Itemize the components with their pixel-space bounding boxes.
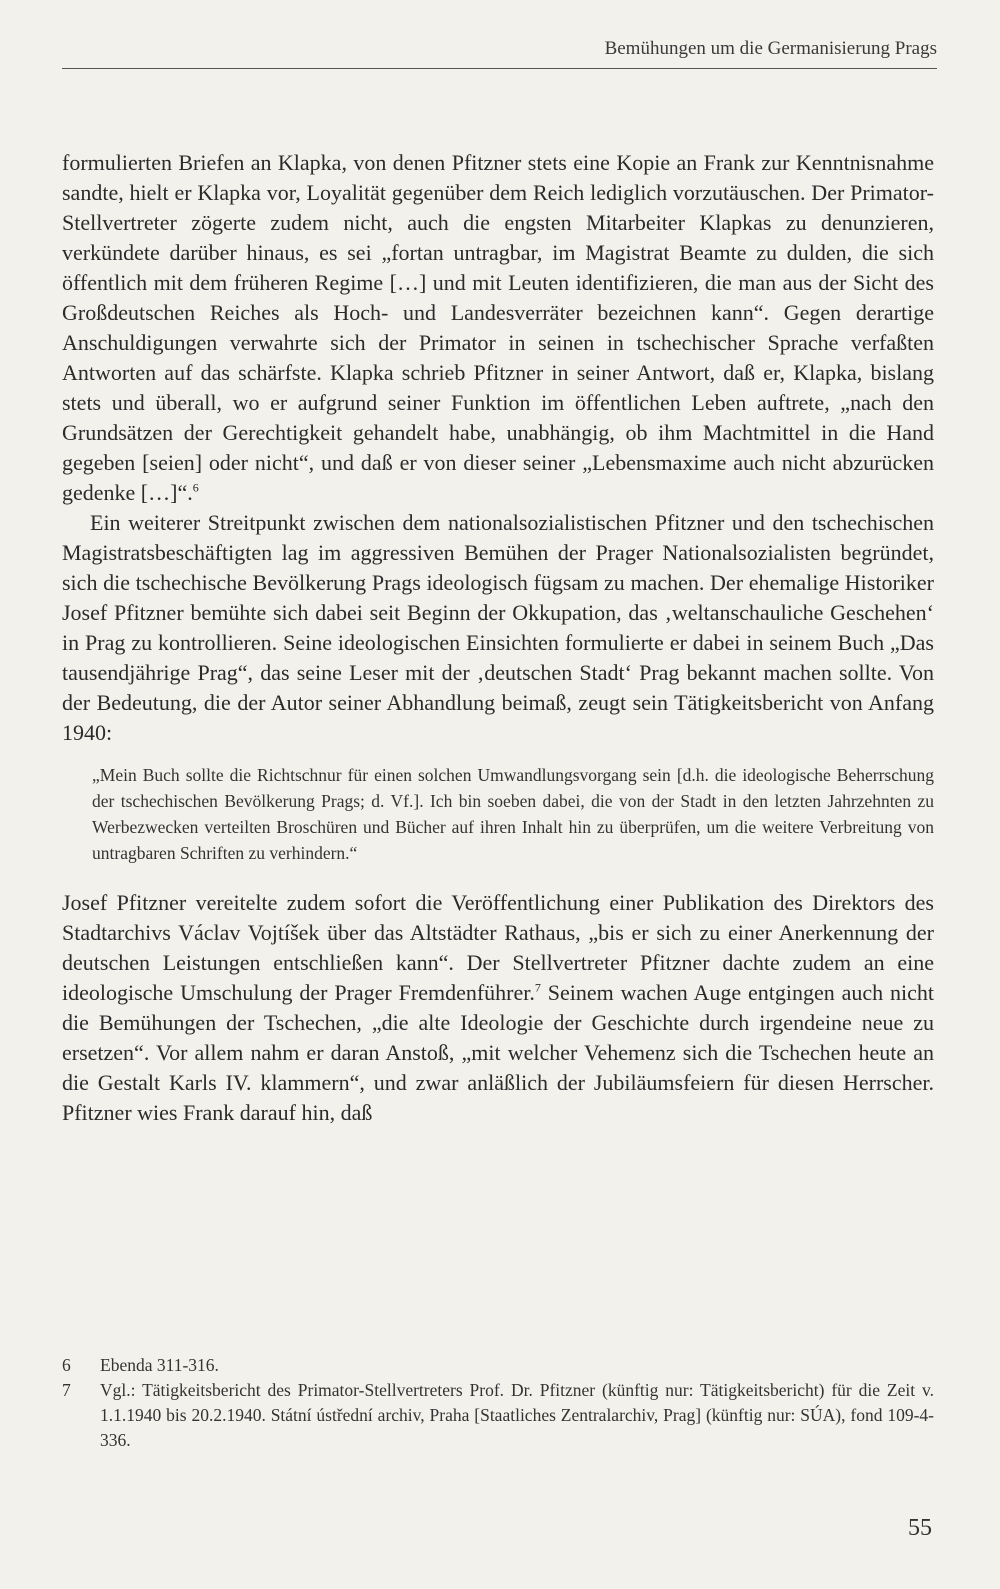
paragraph-3-text-b: Seinem wachen Auge entgingen auch nicht die Bemühungen der Tschechen, „die alte Ideologie der Geschichte durch irgendeine neue zu ersetzen“. Vor allem nahm er daran Anstoß, „mit welcher Vehemenz sich die Tschechen heute an die Gestalt Karls IV. klammern“, und zwar anläßlich der Jubiläumsfeiern für diesen Herrscher. Pfitzner wies Frank darauf hin, daß xyxy=(62,980,934,1125)
footnote-text: Ebenda 311-316. xyxy=(100,1355,219,1375)
main-text xyxy=(62,148,934,1128)
paragraph-2: Ein weiterer Streitpunkt zwischen dem nationalsozialistischen Pfitzner und den tschechischen Magistratsbeschäftigten lag im aggressiven Bemühen der Prager Nationalsozialisten begründet, sich die tschechische Bevölkerung Prags ideologisch fügsam zu machen. Der ehemalige Historiker Josef Pfitzner bemühte sich dabei seit Beginn der Okkupation, das ‚weltanschauliche Geschehen‘ in Prag zu kontrollieren. Seine ideologischen Einsichten formulierte er dabei in seinem Buch „Das tausendjährige Prag“, das seine Leser mit der ‚deutschen Stadt‘ Prag bekannt machen sollte. Von der Bedeutung, die der Autor seiner Abhandlung beimaß, zeugt sein Tätigkeitsbericht von Anfang 1940: xyxy=(62,510,934,745)
footnote-7 xyxy=(62,1378,934,1453)
running-header: Bemühungen um die Germanisierung Prags xyxy=(62,38,937,69)
block-quote: „Mein Buch sollte die Richtschnur für einen solchen Umwandlungsvorgang sein [d.h. die ideologische Beherrschung der tschechischen Bevölkerung Prags; d. Vf.]. Ich bin soeben dabei, die von der Stadt in den letzten Jahrzehnten zu Werbezwecken verteilten Broschüren und Bücher auf ihren Inhalt hin zu überprüfen, um die weitere Verbreitung von untragbaren Schriften zu verhindern.“ xyxy=(92,765,934,863)
footnote-6 xyxy=(62,1353,934,1378)
footnote-number: 6 xyxy=(62,1355,71,1375)
paragraph-3 xyxy=(62,888,934,1128)
footnote-number: 7 xyxy=(62,1380,71,1400)
footnotes xyxy=(62,1353,934,1453)
paragraph-3-text-a: Josef Pfitzner vereitelte zudem sofort die Veröffentlichung einer Publikation des Direktors des Stadtarchivs Václav Vojtíšek über das Altstädter Rathaus, „bis er sich zu einer Anerkennung der deutschen Leistungen entschließen kann“. Der Stellvertreter Pfitzner dachte zudem an eine ideologische Umschulung der Prager Fremdenführer. xyxy=(62,890,934,1005)
paragraph-1-text: formulierten Briefen an Klapka, von denen Pfitzner stets eine Kopie an Frank zur Kenntnisnahme sandte, hielt er Klapka vor, Loyalität gegenüber dem Reich lediglich vorzutäuschen. Der Primator-Stellvertreter zögerte zudem nicht, auch die engsten Mitarbeiter Klapkas zu denunzieren, verkündete darüber hinaus, es sei „fortan untragbar, im Magistrat Beamte zu dulden, die sich öffentlich mit dem früheren Regime […] und mit Leuten identifizieren, die man aus der Sicht des Großdeutschen Reiches als Hoch- und Landesverräter bezeichnen kann“. Gegen derartige Anschuldigungen verwahrte sich der Primator in seinen in tschechischer Sprache verfaßten Antworten auf das schärfste. Klapka schrieb Pfitzner in seiner Antwort, daß er, Klapka, bislang stets und überall, wo er aufgrund seiner Funktion im öffentlichen Leben auftrete, „nach den Grundsätzen der Gerechtigkeit gehandelt habe, unabhängig, ob ihm Machtmittel in die Hand gegeben [seien] oder nicht“, und daß er von dieser seiner „Lebensmaxime auch nicht abzurücken gedenke […]“. xyxy=(62,150,934,505)
footnote-ref-6[interactable]: 6 xyxy=(192,480,199,495)
paragraph-1 xyxy=(62,148,934,508)
page-number: 55 xyxy=(908,1515,932,1541)
footnote-ref-7[interactable]: 7 xyxy=(534,980,541,995)
footnote-text: Vgl.: Tätigkeitsbericht des Primator-Stellvertreters Prof. Dr. Pfitzner (künftig nur: Tätigkeitsbericht) für die Zeit v. 1.1.1940 bis 20.2.1940. Státní ústřední archiv, Praha [Staatliches Zentralarchiv, Prag] (künftig nur: SÚA), fond 109-4-336. xyxy=(100,1380,934,1450)
